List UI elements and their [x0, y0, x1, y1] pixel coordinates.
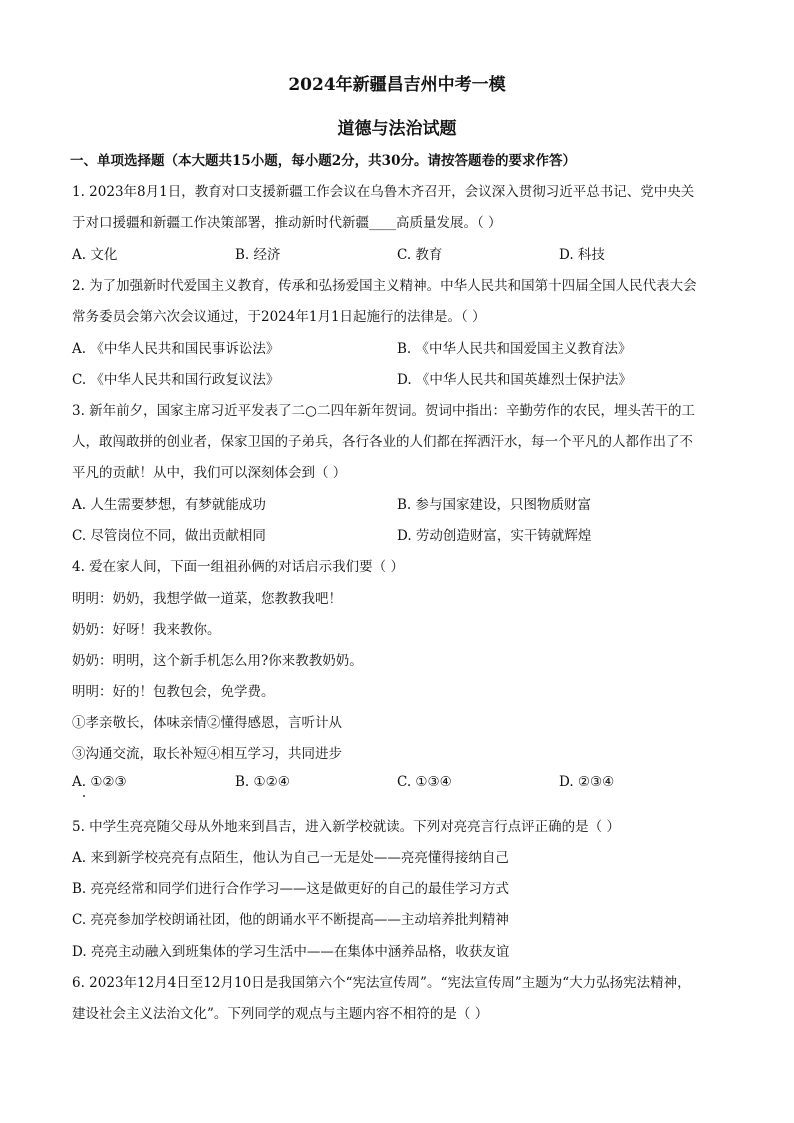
question-4-dialog-1: 明明：奶奶，我想学做一道菜，您教教我吧！	[72, 591, 342, 607]
question-3-line-2: 人，敢闯敢拼的创业者，保家卫国的子弟兵，各行各业的人们都在挥洒汗水，每一个平凡的人都作出了不	[72, 434, 693, 450]
question-2-line-1: 2. 为了加强新时代爱国主义教育，传承和弘扬爱国主义精神。中华人民共和国第十四届全国人民代表大会	[72, 278, 697, 294]
question-4-option-c: C. ①③④	[397, 774, 452, 790]
question-5-option-d: D. 亮亮主动融入到班集体的学习生活中——在集体中涵养品格，收获友谊	[72, 944, 510, 960]
question-5-option-b: B. 亮亮经常和同学们进行合作学习——这是做更好的自己的最佳学习方式	[72, 881, 510, 897]
section-heading: 一、单项选择题（本大题共15小题，每小题2分，共30分。请按答题卷的要求作答）	[70, 153, 576, 169]
exam-subtitle: 道德与法治试题	[337, 119, 457, 139]
question-6-line-2: 建设社会主义法治文化”。下列同学的观点与主题内容不相符的是（ ）	[72, 1006, 489, 1022]
question-1-option-b: B. 经济	[235, 247, 281, 263]
question-2-option-b: B. 《中华人民共和国爱国主义教育法》	[397, 341, 632, 357]
question-2-option-d: D. 《中华人民共和国英雄烈士保护法》	[397, 372, 632, 388]
question-4-dialog-4: 明明：好的！包教包会，免学费。	[72, 684, 275, 700]
question-4-dialog-3: 奶奶：明明，这个新手机怎么用?你来教教奶奶。	[72, 653, 363, 669]
stray-dot	[83, 795, 85, 797]
exam-title: 2024年新疆昌吉州中考一模	[288, 75, 506, 95]
question-3-option-a: A. 人生需要梦想，有梦就能成功	[72, 497, 266, 513]
question-4-option-b: B. ①②④	[235, 774, 290, 790]
question-3-line-1: 3. 新年前夕，国家主席习近平发表了二○二四年新年贺词。贺词中指出：辛勤劳作的农民，埋头苦干的工	[72, 403, 695, 419]
question-5-line-1: 5. 中学生亮亮随父母从外地来到昌吉，进入新学校就读。下列对亮亮言行点评正确的是（ ）	[72, 819, 620, 835]
question-4-choices-2: ③沟通交流，取长补短④相互学习，共同进步	[72, 746, 342, 762]
question-4-option-d: D. ②③④	[559, 774, 615, 790]
question-6-line-1: 6. 2023年12月4日至12月10日是我国第六个“宪法宣传周”。“宪法宣传周”主题为“大力弘扬宪法精神，	[72, 975, 691, 991]
question-4-dialog-2: 奶奶：好呀！我来教你。	[72, 622, 221, 638]
question-4-line-1: 4. 爱在家人间，下面一组祖孙俩的对话启示我们要（ ）	[72, 559, 404, 575]
question-1-option-a: A. 文化	[72, 247, 118, 263]
question-2-option-c: C. 《中华人民共和国行政复议法》	[72, 372, 280, 388]
question-1-line-2: 于对口援疆和新疆工作决策部署，推动新时代新疆____高质量发展。（ ）	[72, 215, 502, 231]
question-1-option-d: D. 科技	[559, 247, 605, 263]
question-5-option-a: A. 来到新学校亮亮有点陌生，他认为自己一无是处——亮亮懂得接纳自己	[72, 850, 509, 866]
question-1-option-c: C. 教育	[397, 247, 443, 263]
question-2-line-2: 常务委员会第六次会议通过，于2024年1月1日起施行的法律是。（ ）	[72, 309, 486, 325]
question-3-option-b: B. 参与国家建设，只图物质财富	[397, 497, 592, 513]
question-3-line-3: 平凡的贡献！从中，我们可以深刻体会到（ ）	[72, 465, 347, 481]
question-3-option-c: C. 尽管岗位不同，做出贡献相同	[72, 528, 266, 544]
question-2-option-a: A. 《中华人民共和国民事诉讼法》	[72, 341, 280, 357]
question-5-option-c: C. 亮亮参加学校朗诵社团，他的朗诵水平不断提高——主动培养批判精神	[72, 912, 509, 928]
question-3-option-d: D. 劳动创造财富，实干铸就辉煌	[397, 528, 592, 544]
question-4-choices-1: ①孝亲敬长，体味亲情②懂得感恩，言听计从	[72, 715, 342, 731]
question-1-line-1: 1. 2023年8月1日，教育对口支援新疆工作会议在乌鲁木齐召开，会议深入贯彻习近平总书记、党中央关	[72, 184, 695, 200]
question-4-option-a: A. ①②③	[72, 774, 127, 790]
